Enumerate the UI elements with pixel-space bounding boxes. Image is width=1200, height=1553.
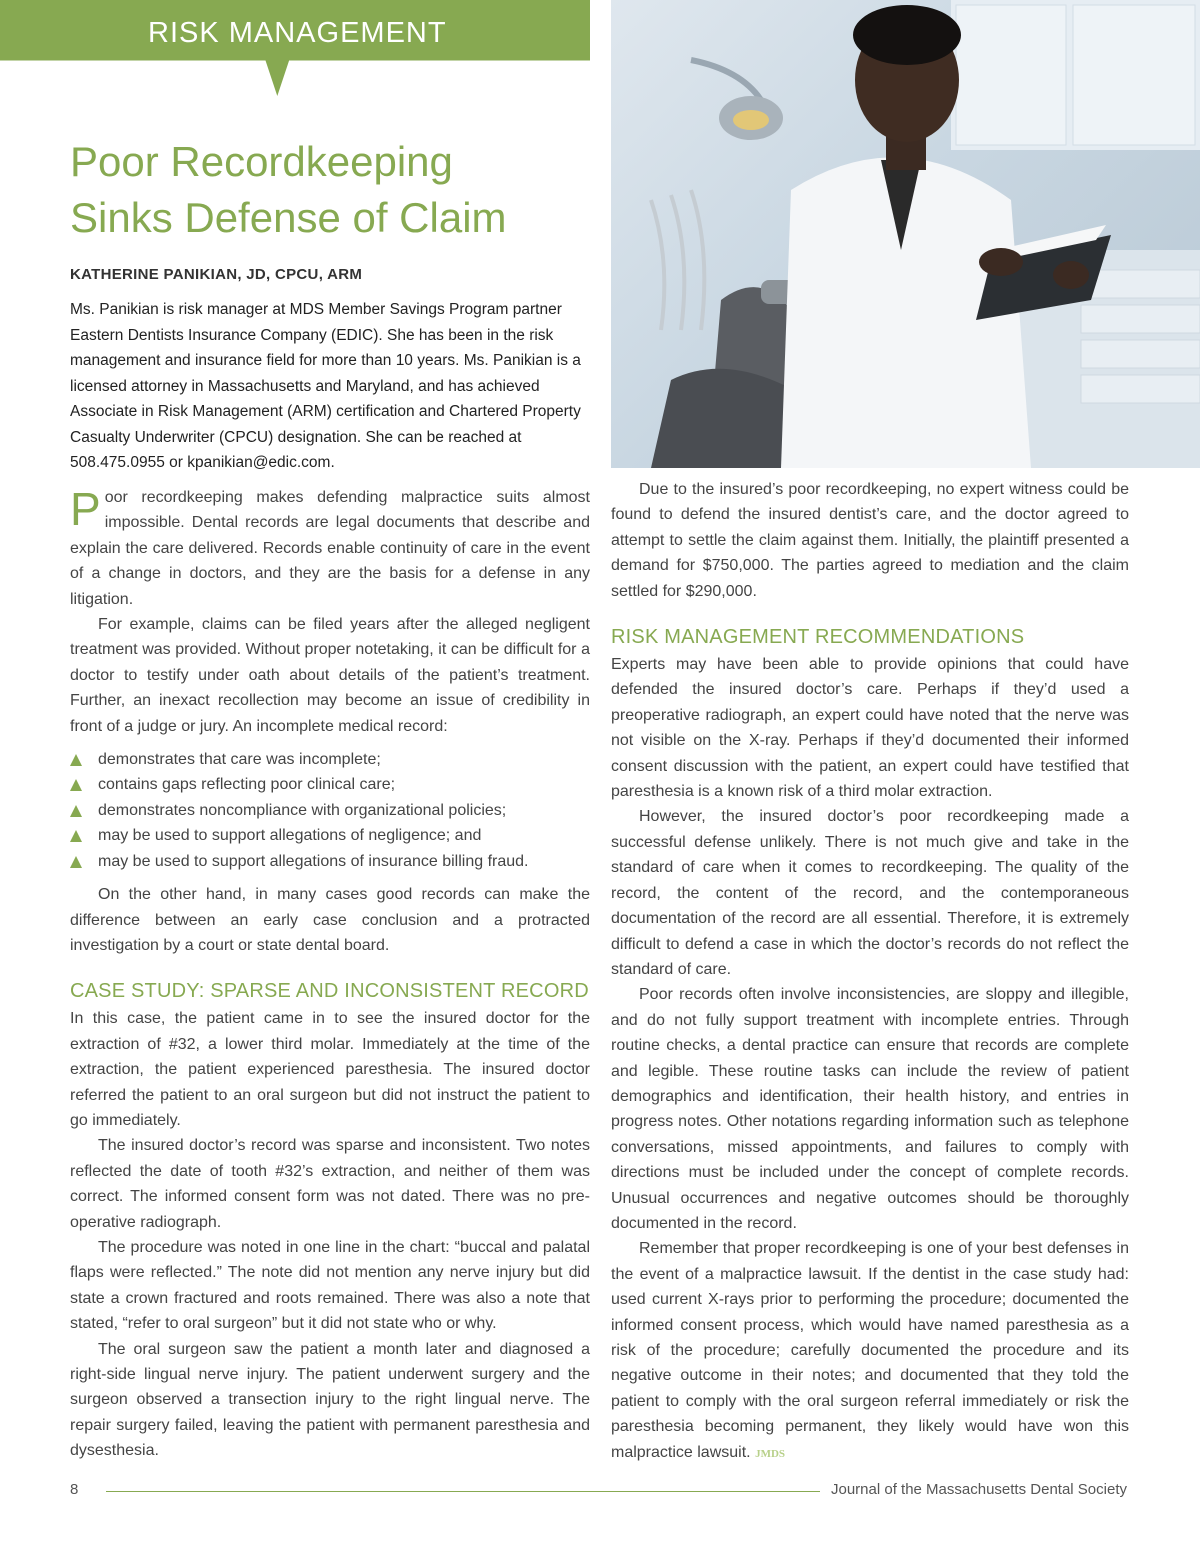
left-column	[70, 485, 590, 1464]
triangle-bullet-icon	[70, 805, 82, 817]
page-number: 8	[70, 1481, 79, 1498]
paragraph: The insured doctor’s record was sparse and inconsistent. Two notes reflected the date of tooth #32’s extraction, and neither of them was correct. The informed consent form was not dated. There was no pre-operative radiograph.	[70, 1137, 590, 1231]
bullet-list	[70, 747, 590, 874]
paragraph: In this case, the patient came in to see the insured doctor for the extraction of #32, a lower third molar. Immediately at the time of the extraction, the patient experienced paresthesia. The insured doctor referred the patient to an oral surgeon but did not instruct the patient to go immediately.	[70, 1010, 590, 1129]
title-line-1: Poor Recordkeeping	[70, 138, 453, 185]
triangle-bullet-icon	[70, 856, 82, 868]
intro-paragraph	[70, 485, 590, 612]
title-line-2: Sinks Defense of Claim	[70, 194, 507, 241]
article-title	[70, 134, 590, 246]
list-item	[70, 772, 590, 797]
list-item	[70, 823, 590, 848]
section-label: RISK MANAGEMENT	[148, 17, 447, 49]
recommendations-heading: RISK MANAGEMENT RECOMMENDATIONS	[611, 626, 1025, 649]
journal-name: Journal of the Massachusetts Dental Society	[831, 1481, 1127, 1498]
photo-illustration	[611, 0, 1200, 468]
end-mark: JMDS	[755, 1447, 786, 1460]
paragraph: However, the insured doctor’s poor recordkeeping made a successful defense unlikely. There is not much give and take in the standard of care when it comes to recordkeeping. The quality of the record, the content of the record, and the contemporaneous documentation of the record are all essential. Therefore, it is extremely difficult to defend a case in which the doctor’s records do not reflect the standard of care.	[611, 808, 1129, 978]
closing-text: Remember that proper recordkeeping is one of your best defenses in the event of a malpractice lawsuit. If the dentist in the case study had: used current X-rays prior to performing the procedure; documented the informed consent process, which would have named paresthesia as a risk of the procedure; carefully documented the procedure and its negative outcome in their notes; and documented that they told the patient to comply with the oral surgeon referral immediately or risk the paresthesia becoming permanent, they likely would have won this malpractice lawsuit.	[611, 1240, 1129, 1461]
triangle-bullet-icon	[70, 830, 82, 842]
right-column	[611, 477, 1129, 1467]
author-bio: Ms. Panikian is risk manager at MDS Member Savings Program partner Eastern Dentists Insurance Company (EDIC). She has been in the risk management and insurance field for more than 10 years. Ms. Panikian is a licensed attorney in Massachusetts and Maryland, and has achieved Associate in Risk Management (ARM) certification and Chartered Property Casualty Underwriter (CPCU) designation. She can be reached at 508.475.0955 or kpanikian@edic.com.	[70, 301, 581, 471]
bullet-text: contains gaps reflecting poor clinical care;	[98, 776, 396, 794]
bullet-text: may be used to support allegations of negligence; and	[98, 827, 482, 845]
paragraph: On the other hand, in many cases good records can make the difference between an early case conclusion and a protracted investigation by a court or state dental board.	[70, 886, 590, 954]
triangle-bullet-icon	[70, 754, 82, 766]
dentist-photo	[611, 0, 1200, 468]
bullet-text: demonstrates noncompliance with organizational policies;	[98, 801, 507, 819]
paragraph: Due to the insured’s poor recordkeeping, no expert witness could be found to defend the insured dentist’s care, and the doctor agreed to attempt to settle the claim against them. Initially, the plaintiff presented a demand for $750,000. The parties agreed to mediation and the claim settled for $290,000.	[611, 481, 1129, 600]
list-item	[70, 849, 590, 874]
list-item	[70, 747, 590, 772]
paragraph: The oral surgeon saw the patient a month later and diagnosed a right-side lingual nerve injury. The patient underwent surgery and the surgeon observed a transection injury to the right lingual nerve. The repair surgery failed, leaving the patient with permanent paresthesia and dysesthesia.	[70, 1340, 590, 1460]
paragraph	[611, 1236, 1129, 1467]
case-study-heading: CASE STUDY: SPARSE AND INCONSISTENT RECORD	[70, 980, 589, 1003]
footer-divider	[106, 1491, 820, 1492]
paragraph: Experts may have been able to provide opinions that could have defended the insured doctor’s care. Perhaps if they’d used a preoperative radiograph, an expert could have noted that the nerve was not visible on the X-ray. Perhaps if they’d documented their informed consent discussion with the patient, an expert could have testified that paresthesia is a known risk of a third molar extraction.	[611, 656, 1129, 801]
list-item	[70, 798, 590, 823]
bullet-text: demonstrates that care was incomplete;	[98, 751, 381, 769]
paragraph: Poor records often involve inconsistencies, are sloppy and illegible, and do not fully support treatment with incomplete entries. Through routine checks, a dental practice can ensure that records are complete and legible. These routine tasks can include the review of patient demographics and identification, their health history, and entries in progress notes. Other notations regarding information such as telephone conversations, missed appointments, and failures to comply with directions must be included under the concept of complete records. Unusual occurrences and negative outcomes should be thoroughly documented in the record.	[611, 986, 1129, 1232]
drop-cap: P	[70, 483, 101, 535]
bullet-text: may be used to support allegations of insurance billing fraud.	[98, 852, 529, 870]
author-byline: KATHERINE PANIKIAN, JD, CPCU, ARM	[70, 266, 363, 283]
paragraph: For example, claims can be filed years after the alleged negligent treatment was provided. Without proper notetaking, it can be difficult for a doctor to testify under oath about details of the patient’s treatment. Further, an inexact recollection may become an issue of credibility in front of a judge or jury. An incomplete medical record:	[70, 616, 590, 735]
intro-text: oor recordkeeping makes defending malpractice suits almost impossible. Dental records are legal documents that describe and explain the care delivered. Records enable continuity of care in the event of a change in doctors, and they are the basis for a defense in any litigation.	[70, 489, 590, 608]
paragraph: The procedure was noted in one line in the chart: “buccal and palatal flaps were reflected.” The note did not mention any nerve injury but did state a crown fractured and roots remained. There was also a note that stated, “refer to oral surgeon” but it did not state who or why.	[70, 1238, 590, 1333]
triangle-bullet-icon	[70, 779, 82, 791]
